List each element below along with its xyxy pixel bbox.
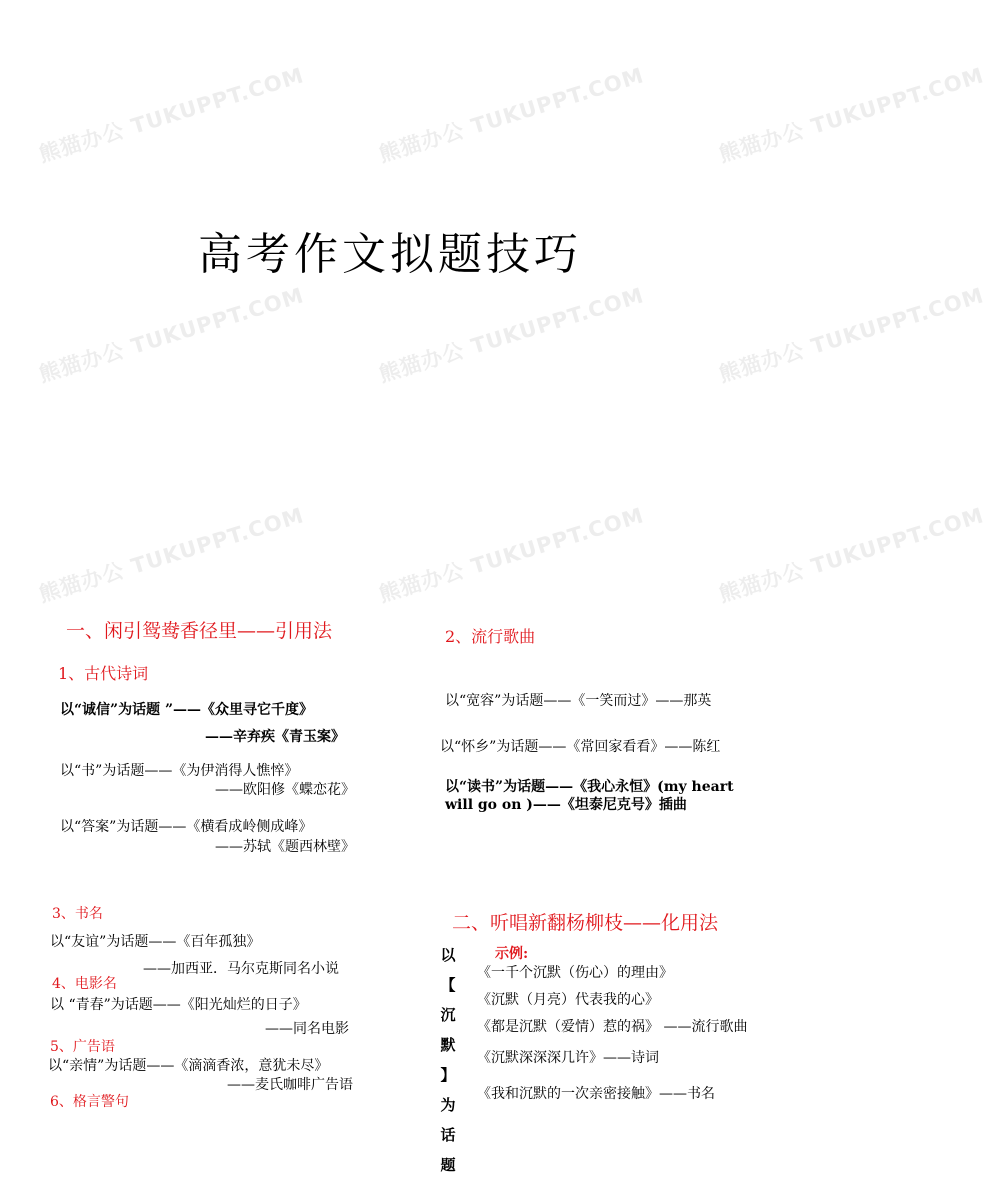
watermark: 熊猫办公 TUKUPPT.COM	[36, 503, 307, 607]
text-line: will go on )——《坦泰尼克号》插曲	[445, 797, 687, 813]
vertical-topic-label	[437, 940, 459, 1180]
text-line: 以“读书”为话题——《我心永恒》(my heart	[445, 779, 734, 795]
sub-heading-movie: 4、电影名	[52, 976, 117, 992]
watermark: 熊猫办公 TUKUPPT.COM	[716, 63, 987, 167]
text-line: ——同名电影	[265, 1021, 349, 1037]
text-line: 以“亲情”为话题——《滴滴香浓，意犹未尽》	[48, 1058, 329, 1074]
watermark: 熊猫办公 TUKUPPT.COM	[716, 283, 987, 387]
text-line: 以“书”为话题——《为伊消得人憔悴》	[60, 763, 299, 779]
vertical-char: 沉	[440, 1006, 456, 1024]
sub-heading-maxim: 6、格言警句	[50, 1094, 129, 1110]
text-line: 以“答案”为话题——《横看成岭侧成峰》	[60, 819, 313, 835]
text-line: ——欧阳修《蝶恋花》	[215, 782, 355, 798]
text-line: 以“友谊”为话题——《百年孤独》	[50, 934, 261, 950]
watermark: 熊猫办公 TUKUPPT.COM	[36, 283, 307, 387]
watermark: 熊猫办公 TUKUPPT.COM	[376, 503, 647, 607]
section-heading-quote: 一、闲引鸳鸯香径里——引用法	[66, 620, 333, 642]
sub-heading-poetry: 1、古代诗词	[58, 664, 149, 683]
vertical-char: 默	[440, 1036, 456, 1054]
text-line: 以“宽容”为话题——《一笑而过》——那英	[445, 693, 712, 709]
vertical-char: 【	[440, 976, 456, 994]
example-line: 《沉默深深深几许》——诗词	[477, 1050, 659, 1066]
text-line: ——苏轼《题西林壁》	[215, 839, 355, 855]
vertical-char: 】	[440, 1066, 456, 1084]
watermark: 熊猫办公 TUKUPPT.COM	[376, 63, 647, 167]
watermark: 熊猫办公 TUKUPPT.COM	[376, 283, 647, 387]
vertical-char: 话	[440, 1126, 456, 1144]
vertical-char: 以	[440, 946, 456, 964]
text-line: ——辛弃疾《青玉案》	[205, 729, 345, 745]
section-heading-adapt: 二、听唱新翻杨柳枝——化用法	[452, 912, 719, 934]
watermark: 熊猫办公 TUKUPPT.COM	[36, 63, 307, 167]
text-line: 以 “青春”为话题——《阳光灿烂的日子》	[50, 997, 307, 1013]
example-line: 《沉默（月亮）代表我的心》	[477, 992, 659, 1008]
text-line: ——麦氏咖啡广告语	[227, 1077, 353, 1093]
example-line: 《我和沉默的一次亲密接触》——书名	[477, 1086, 715, 1102]
example-line: 《一千个沉默（伤心）的理由》	[477, 965, 673, 981]
vertical-char: 为	[440, 1096, 456, 1114]
text-line: 以“怀乡”为话题——《常回家看看》——陈红	[440, 739, 721, 755]
watermark: 熊猫办公 TUKUPPT.COM	[716, 503, 987, 607]
sub-heading-book: 3、书名	[52, 906, 103, 922]
text-line: 以“诚信”为话题 ”——《众里寻它千度》	[60, 702, 314, 718]
text-line: ——加西亚．马尔克斯同名小说	[143, 961, 339, 977]
example-line: 《都是沉默（爱情）惹的祸》 ——流行歌曲	[477, 1019, 748, 1035]
page-title: 高考作文拟题技巧	[198, 229, 582, 280]
sub-heading-ad: 5、广告语	[50, 1039, 115, 1055]
example-label: 示例:	[495, 946, 529, 962]
vertical-char: 题	[440, 1156, 456, 1174]
sub-heading-songs: 2、流行歌曲	[445, 627, 536, 646]
